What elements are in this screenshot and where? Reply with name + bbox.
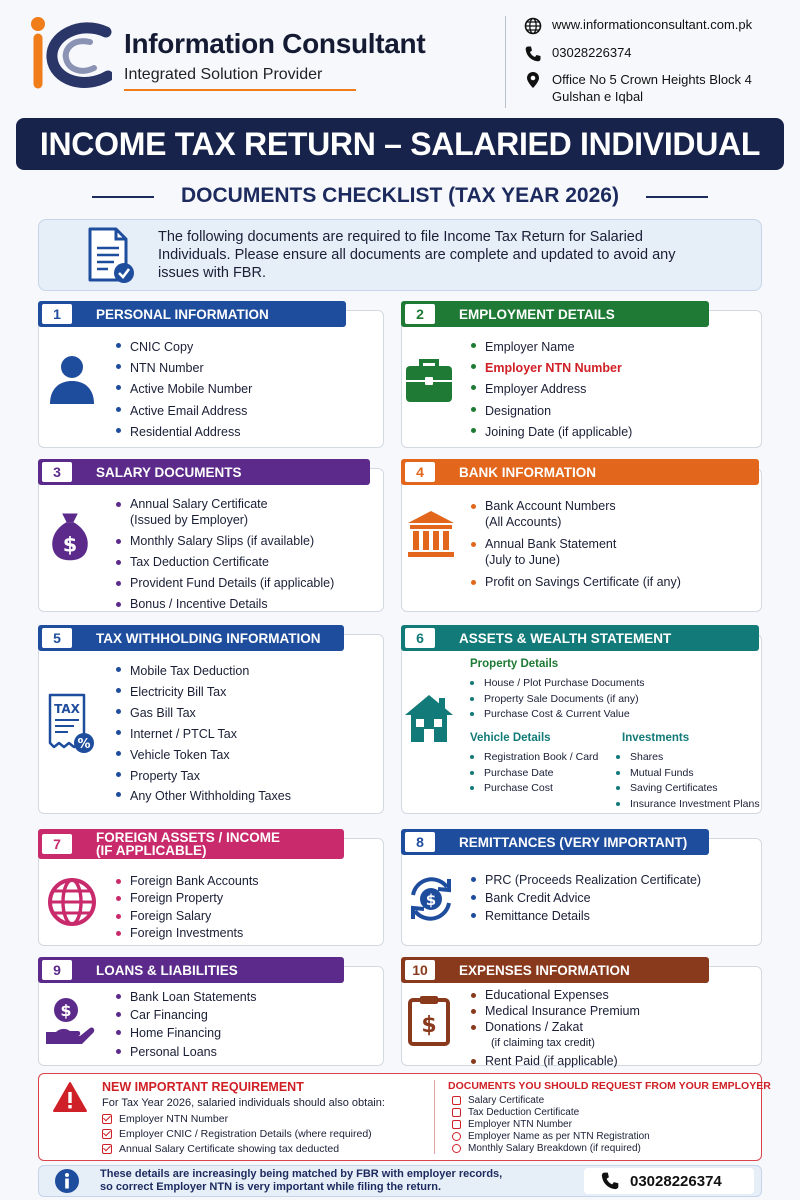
investments-list	[614, 750, 760, 813]
list-item: Electricity Bill Tax	[114, 682, 291, 703]
footer-phone-text: 03028226374	[630, 1172, 722, 1190]
brand-tagline: Integrated Solution Provider	[124, 66, 323, 83]
location-pin-icon	[524, 71, 542, 89]
contact-website[interactable]	[524, 17, 752, 35]
section-2-title: EMPLOYMENT DETAILS	[459, 306, 615, 322]
phone-icon	[600, 1171, 620, 1191]
section-10-list	[469, 987, 640, 1069]
list-item: Educational Expenses	[469, 987, 640, 1003]
checkbox-icon	[102, 1144, 112, 1154]
section-3-title: SALARY DOCUMENTS	[96, 464, 242, 480]
list-item: Designation	[469, 401, 632, 422]
list-item: Mutual Funds	[614, 766, 760, 782]
list-item: Profit on Savings Certificate (if any)	[469, 574, 681, 590]
section-9-header	[38, 957, 344, 983]
page-subtitle: DOCUMENTS CHECKLIST (TAX YEAR 2026)	[181, 184, 619, 207]
section-4-title: BANK INFORMATION	[459, 464, 596, 480]
section-4-number: 4	[405, 462, 435, 482]
list-item: Saving Certificates	[614, 781, 760, 797]
brand-name: Information Consultant	[124, 28, 426, 59]
clipboard-icon	[403, 994, 455, 1046]
section-2-header	[401, 301, 709, 327]
document-icon	[452, 1120, 461, 1129]
section-4-header	[401, 459, 759, 485]
section-5-number: 5	[42, 628, 72, 648]
section-5-list	[114, 661, 291, 807]
list-item: Employer CNIC / Registration Details (where required)	[102, 1126, 372, 1141]
list-item: Home Financing	[114, 1024, 256, 1042]
document-icon	[452, 1096, 461, 1105]
requirement-description: For Tax Year 2026, salaried individuals should also obtain:	[102, 1097, 385, 1109]
list-item: Shares	[614, 750, 760, 766]
section-7-header	[38, 829, 344, 859]
section-10-header	[401, 957, 709, 983]
list-item: Purchase Cost & Current Value	[468, 707, 645, 723]
list-item: Employer NTN Number	[102, 1111, 372, 1126]
list-item: Vehicle Token Tax	[114, 745, 291, 766]
list-item: Employer Name	[469, 337, 632, 358]
list-item: CNIC Copy	[114, 337, 252, 358]
requirement-title: NEW IMPORTANT REQUIREMENT	[102, 1080, 304, 1094]
list-item: Any Other Withholding Taxes	[114, 786, 291, 807]
list-item: Active Mobile Number	[114, 379, 252, 400]
section-6-number: 6	[405, 628, 435, 648]
investments-heading: Investments	[622, 732, 690, 744]
section-8-header	[401, 829, 709, 855]
breakdown-icon	[452, 1144, 461, 1153]
footer-phone[interactable]	[584, 1168, 754, 1194]
address-line2: Gulshan e Iqbal	[552, 89, 644, 104]
briefcase-icon	[403, 354, 455, 406]
list-item: Employer Address	[469, 379, 632, 400]
employer-docs-title: DOCUMENTS YOU SHOULD REQUEST FROM YOUR EMPLOYER	[448, 1080, 771, 1092]
brand-underline	[124, 89, 356, 91]
list-item: House / Plot Purchase Documents	[468, 676, 645, 692]
section-3-list	[114, 496, 334, 612]
brand-logo	[28, 14, 112, 92]
tax-receipt-icon	[46, 693, 96, 755]
list-item: Insurance Investment Plans	[614, 797, 760, 813]
list-item: PRC (Proceeds Realization Certificate)	[469, 871, 701, 889]
document-check-icon	[86, 226, 136, 286]
section-6-title: ASSETS & WEALTH STATEMENT	[459, 630, 672, 646]
section-7-title: FOREIGN ASSETS / INCOME (IF APPLICABLE)	[96, 830, 281, 858]
list-item: Tax Deduction Certificate	[114, 554, 334, 570]
list-item: Remittance Details	[469, 907, 701, 925]
intro-text: The following documents are required to file Income Tax Return for Salaried Individuals. Please ensure all documents are complete and updated to avoid any issues with FBR.	[158, 229, 676, 281]
list-item: Annual Bank Statement (July to June)	[469, 536, 681, 568]
contact-address	[524, 71, 752, 105]
address-line1: Office No 5 Crown Heights Block 4	[552, 72, 752, 87]
list-item: Rent Paid (if applicable)	[469, 1053, 640, 1069]
list-item: Employer Name as per NTN Registration	[452, 1130, 650, 1142]
list-item: Gas Bill Tax	[114, 703, 291, 724]
svg-text:%: %	[77, 737, 91, 752]
list-item: Donations / Zakat (if claiming tax credit)	[469, 1019, 640, 1051]
loan-hand-icon	[44, 996, 96, 1048]
list-item: Foreign Property	[114, 890, 259, 907]
svg-text:$: $	[421, 1013, 437, 1038]
list-item: Residential Address	[114, 422, 252, 443]
list-item-highlight: Employer NTN Number	[469, 358, 632, 379]
section-3-header	[38, 459, 370, 485]
list-item: NTN Number	[114, 358, 252, 379]
checkbox-icon	[102, 1114, 112, 1124]
list-item: Joining Date (if applicable)	[469, 422, 632, 443]
list-item: Tax Deduction Certificate	[452, 1106, 650, 1118]
list-item: Bank Credit Advice	[469, 889, 701, 907]
list-item: Internet / PTCL Tax	[114, 724, 291, 745]
section-4-list	[469, 498, 681, 590]
section-2-number: 2	[405, 304, 435, 324]
list-item: Purchase Date	[468, 766, 598, 782]
house-icon	[403, 692, 455, 744]
list-item: Medical Insurance Premium	[469, 1003, 640, 1019]
info-note: These details are increasingly being matched by FBR with employer records, so correct Employer NTN is very important while filing the return.	[100, 1168, 503, 1193]
list-item: Registration Book / Card	[468, 750, 598, 766]
list-item: Foreign Bank Accounts	[114, 873, 259, 890]
section-1-number: 1	[42, 304, 72, 324]
section-9-title: LOANS & LIABILITIES	[96, 962, 238, 978]
section-6-header	[401, 625, 759, 651]
svg-text:$: $	[60, 1001, 72, 1020]
vehicle-details-heading: Vehicle Details	[470, 732, 551, 744]
list-item: Car Financing	[114, 1006, 256, 1024]
section-1-header	[38, 301, 346, 327]
list-item: Monthly Salary Breakdown (if required)	[452, 1142, 650, 1154]
globe-icon	[524, 17, 542, 35]
section-9-list	[114, 988, 256, 1061]
globe-icon	[46, 876, 98, 928]
list-item: Foreign Salary	[114, 908, 259, 925]
money-bag-icon	[44, 510, 96, 562]
svg-text:$: $	[62, 532, 78, 557]
section-8-number: 8	[405, 832, 435, 852]
checkbox-icon	[102, 1129, 112, 1139]
section-10-title: EXPENSES INFORMATION	[459, 962, 630, 978]
requirement-list	[102, 1111, 372, 1156]
section-7-number: 7	[42, 834, 72, 854]
list-item: Personal Loans	[114, 1043, 256, 1061]
website-text: www.informationconsultant.com.pk	[552, 17, 753, 32]
list-item: Foreign Investments	[114, 925, 259, 942]
phone-icon	[524, 45, 542, 63]
list-item: Active Email Address	[114, 401, 252, 422]
svg-text:$: $	[425, 891, 437, 909]
employer-docs-list	[452, 1094, 650, 1154]
page-title: INCOME TAX RETURN – SALARIED INDIVIDUAL	[16, 118, 784, 170]
section-7-list	[114, 873, 259, 943]
requirement-divider	[434, 1080, 435, 1154]
list-item: Property Sale Documents (if any)	[468, 692, 645, 708]
bank-icon	[405, 508, 457, 560]
section-1-title: PERSONAL INFORMATION	[96, 306, 269, 322]
vehicle-list	[468, 750, 598, 797]
list-item: Provident Fund Details (if applicable)	[114, 575, 334, 591]
user-icon	[46, 352, 98, 404]
info-icon	[54, 1168, 80, 1194]
list-item: Mobile Tax Deduction	[114, 661, 291, 682]
list-item: Annual Salary Certificate (Issued by Employer)	[114, 496, 334, 528]
list-item: Annual Salary Certificate showing tax deducted	[102, 1141, 372, 1156]
tax-icon-text: TAX	[54, 702, 80, 716]
section-10-number: 10	[405, 960, 435, 980]
list-item: Property Tax	[114, 766, 291, 787]
list-item: Employer NTN Number	[452, 1118, 650, 1130]
section-8-list	[469, 871, 701, 925]
section-5-title: TAX WITHHOLDING INFORMATION	[96, 630, 321, 646]
phone-text: 03028226374	[552, 45, 632, 60]
list-item: Bank Loan Statements	[114, 988, 256, 1006]
header-divider	[505, 16, 506, 108]
section-1-list	[114, 337, 252, 443]
section-2-list	[469, 337, 632, 443]
list-item: Bonus / Incentive Details	[114, 596, 334, 612]
section-3-number: 3	[42, 462, 72, 482]
section-8-title: REMITTANCES (VERY IMPORTANT)	[459, 834, 688, 850]
id-icon	[452, 1132, 461, 1141]
section-9-number: 9	[42, 960, 72, 980]
property-list	[468, 676, 645, 723]
document-icon	[452, 1108, 461, 1117]
list-item: Salary Certificate	[452, 1094, 650, 1106]
warning-icon	[52, 1081, 88, 1113]
list-item: Bank Account Numbers (All Accounts)	[469, 498, 681, 530]
subtitle-right-rule	[646, 196, 708, 198]
remittance-icon	[405, 873, 457, 925]
contact-phone[interactable]	[524, 45, 632, 63]
section-5-header	[38, 625, 344, 651]
list-item: Monthly Salary Slips (if available)	[114, 533, 334, 549]
list-item: Purchase Cost	[468, 781, 598, 797]
property-details-heading: Property Details	[470, 658, 559, 670]
